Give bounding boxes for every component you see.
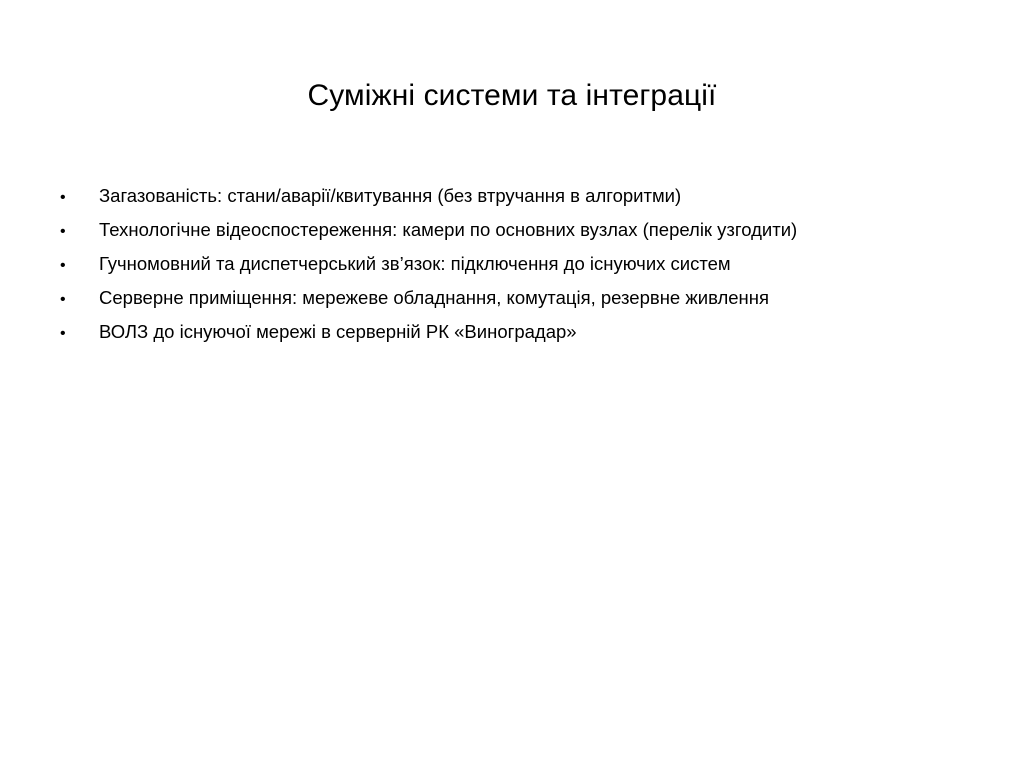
bullet-icon: • xyxy=(60,257,66,274)
slide-title: Суміжні системи та інтеграції xyxy=(307,79,717,112)
list-item-text: Гучномовний та диспетчерський зв’язок: підключення до існуючих систем xyxy=(99,253,731,274)
list-item-text: Серверне приміщення: мережеве обладнання, комутація, резервне живлення xyxy=(99,287,770,308)
list-item xyxy=(60,179,980,213)
bullet-icon: • xyxy=(60,291,66,308)
bullet-icon: • xyxy=(60,325,66,342)
bullet-list xyxy=(60,179,980,349)
list-item-text: Технологічне відеоспостереження: камери по основних вузлах (перелік узгодити) xyxy=(99,219,798,240)
list-item xyxy=(60,213,980,247)
list-item-text: Загазованість: стани/аварії/квитування (без втручання в алгоритми) xyxy=(99,185,682,206)
list-item xyxy=(60,281,980,315)
bullet-icon: • xyxy=(60,189,66,206)
list-item xyxy=(60,247,980,281)
list-item xyxy=(60,315,980,349)
bullet-icon: • xyxy=(60,223,66,240)
list-item-text: ВОЛЗ до існуючої мережі в серверній РК «Виноградар» xyxy=(99,321,577,342)
